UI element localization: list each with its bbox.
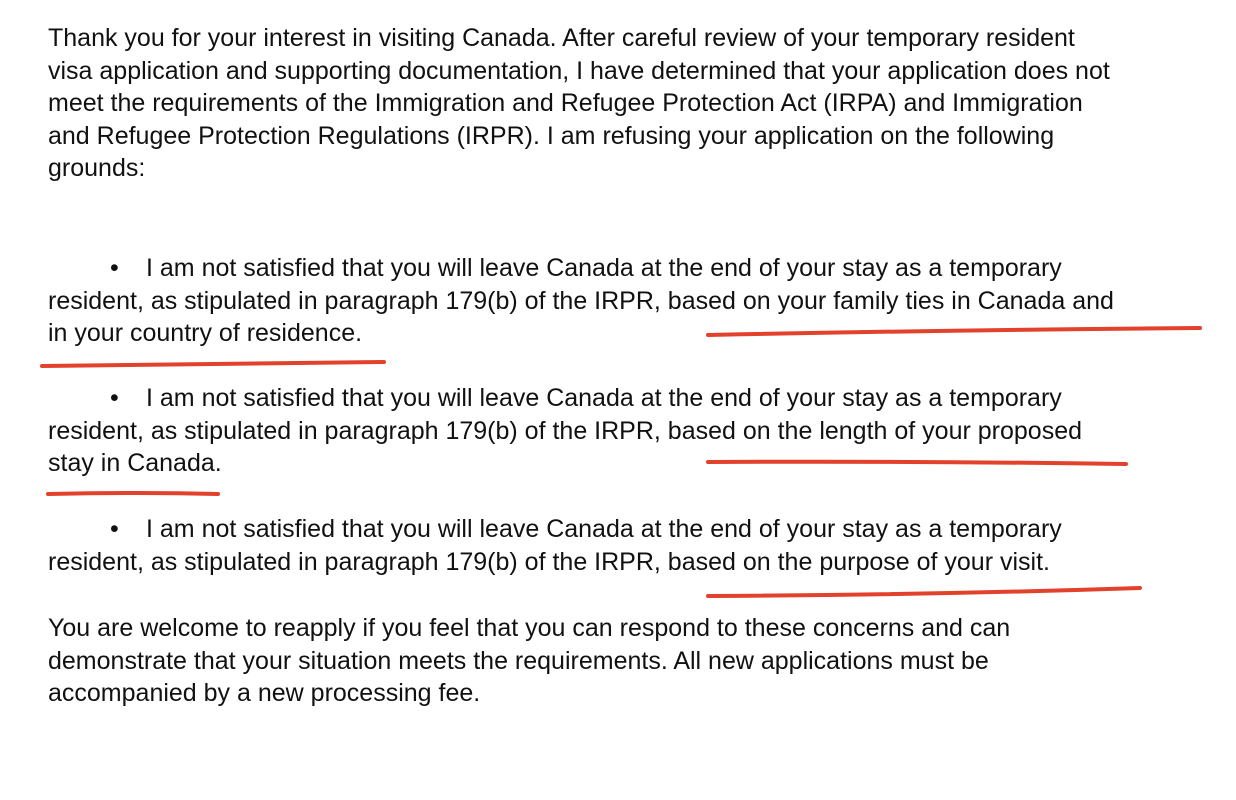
ground-line: in your country of residence.: [48, 319, 363, 347]
ground-line: I am not satisfied that you will leave Canada at the end of your stay as a temporary: [146, 515, 1062, 543]
closing-line: accompanied by a new processing fee.: [48, 679, 481, 707]
closing-line: demonstrate that your situation meets the requirements. All new applications must be: [48, 646, 989, 675]
underline-country-of-residence: [42, 362, 384, 366]
ground-line: I am not satisfied that you will leave Canada at the end of your stay as a temporary: [146, 254, 1062, 282]
ground-line: resident, as stipulated in paragraph 179(b) of the IRPR, based on your family ties in Canada and: [48, 286, 1114, 315]
intro-line: Thank you for your interest in visiting Canada. After careful review of your temporary resident: [48, 24, 1075, 52]
closing-line: You are welcome to reapply if you feel that you can respond to these concerns and can: [48, 614, 1011, 642]
closing-paragraph: [48, 612, 1218, 710]
ground-line: I am not satisfied that you will leave Canada at the end of your stay as a temporary: [146, 384, 1062, 412]
intro-line: and Refugee Protection Regulations (IRPR). I am refusing your application on the following: [48, 121, 1055, 150]
underline-purpose-of-visit: [708, 588, 1140, 596]
intro-line: grounds:: [48, 154, 146, 182]
ground-line: stay in Canada.: [48, 449, 222, 477]
intro-paragraph: [48, 22, 1218, 185]
bullet-icon: •: [110, 254, 119, 282]
ground-family-ties: [48, 252, 1218, 350]
ground-line: resident, as stipulated in paragraph 179(b) of the IRPR, based on the length of your proposed: [48, 416, 1082, 445]
underline-stay-in-canada: [48, 493, 218, 494]
bullet-icon: •: [110, 384, 119, 412]
intro-line: visa application and supporting documentation, I have determined that your application does not: [48, 56, 1110, 85]
ground-purpose-of-visit: [48, 513, 1218, 578]
ground-line: resident, as stipulated in paragraph 179(b) of the IRPR, based on the purpose of your visit.: [48, 547, 1050, 576]
intro-line: meet the requirements of the Immigration and Refugee Protection Act (IRPA) and Immigration: [48, 89, 1083, 117]
bullet-icon: •: [110, 515, 119, 543]
ground-length-of-stay: [48, 382, 1218, 480]
